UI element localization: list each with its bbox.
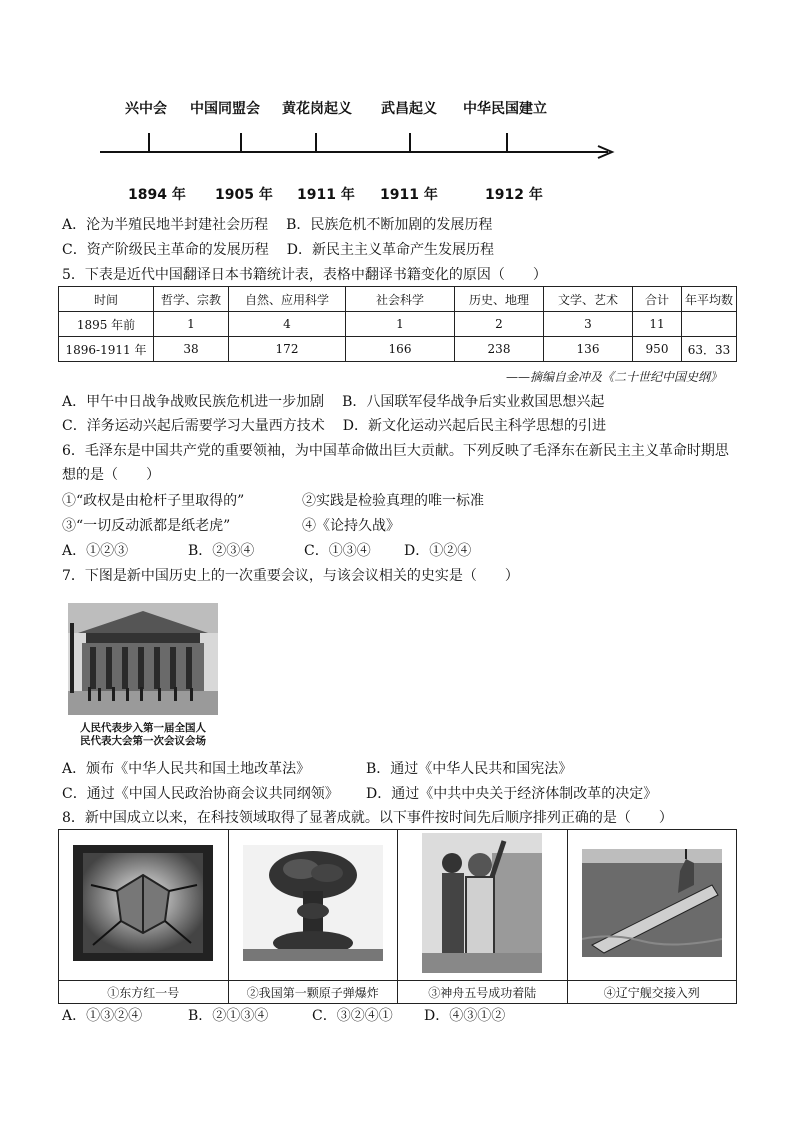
option-b: B．八国联军侵华战争后实业救国思想兴起 — [342, 394, 605, 410]
q6-item: ④《论持久战》 — [302, 518, 400, 534]
q7-options-row2 — [62, 784, 657, 804]
table-header-cell: 合计 — [633, 287, 682, 312]
table-cell: 4 — [229, 312, 346, 337]
table-cell: 1 — [154, 312, 229, 337]
timeline-arrow — [98, 140, 618, 160]
timeline-tick — [409, 133, 411, 153]
q4-options-row1 — [62, 215, 492, 235]
image-cell — [59, 830, 229, 981]
option-c: C．洋务运动兴起后需要学习大量西方技术 — [62, 418, 325, 434]
timeline-year: 1911 年 — [380, 187, 438, 203]
q4-options-row2 — [62, 240, 494, 260]
table-cell — [682, 312, 737, 337]
option-c: C．通过《中国人民政治协商会议共同纲领》 — [62, 786, 339, 802]
table-cell: 1 — [346, 312, 455, 337]
table-cell: 1895 年前 — [59, 312, 154, 337]
image-cell — [567, 830, 737, 981]
q5-options-row2 — [62, 416, 606, 436]
q6-options — [62, 541, 471, 561]
option-a: A．颁布《中华人民共和国土地改革法》 — [62, 761, 311, 777]
table-cell: 63．33 — [682, 337, 737, 362]
image-caption: ①东方红一号 — [59, 981, 229, 1004]
table-row — [59, 312, 737, 337]
timeline-tick — [148, 133, 150, 153]
table-cell: 166 — [346, 337, 455, 362]
table-source: ——摘编自金冲及《二十世纪中国史纲》 — [505, 370, 722, 384]
image-caption: ③神舟五号成功着陆 — [398, 981, 568, 1004]
q6-stem-line2: 想的是（ ） — [62, 467, 160, 483]
table-header-cell: 自然、应用科学 — [229, 287, 346, 312]
option-d: D．④③①② — [424, 1008, 506, 1024]
achievements-table — [58, 829, 737, 1004]
q5-options-row1 — [62, 392, 604, 412]
option-b: B．民族危机不断加剧的发展历程 — [286, 217, 493, 233]
table-header-cell: 社会科学 — [346, 287, 455, 312]
q8-stem: 8．新中国成立以来，在科技领域取得了显著成就。以下事件按时间先后顺序排列正确的是（ ） — [62, 810, 673, 826]
timeline-label: 武昌起义 — [381, 101, 437, 117]
satellite-image — [73, 845, 213, 961]
option-a: A．①③②④ — [62, 1008, 143, 1024]
timeline-tick — [506, 133, 508, 153]
liaoning-carrier-image — [582, 849, 722, 957]
shenzhou-landing-image — [422, 833, 542, 973]
captions-row — [59, 981, 737, 1004]
image-caption: ②我国第一颗原子弹爆炸 — [228, 981, 398, 1004]
images-row — [59, 830, 737, 981]
option-d: D．①②④ — [404, 543, 472, 559]
q6-item: ③“一切反动派都是纸老虎” — [62, 518, 231, 534]
option-d: D．通过《中共中央关于经济体制改革的决定》 — [366, 786, 658, 802]
timeline-label: 黄花岗起义 — [282, 101, 352, 117]
table-cell: 136 — [544, 337, 633, 362]
q8-options — [62, 1006, 505, 1026]
atomic-bomb-image — [243, 845, 383, 961]
option-b: B．②③④ — [188, 543, 255, 559]
option-a: A．①②③ — [62, 543, 129, 559]
option-c: C．资产阶级民主革命的发展历程 — [62, 242, 269, 258]
timeline-year: 1905 年 — [215, 187, 273, 203]
q6-stem-line1: 6．毛泽东是中国共产党的重要领袖，为中国革命做出巨大贡献。下列反映了毛泽东在新民主主义革命时期思 — [62, 443, 729, 459]
table-header-cell: 哲学、宗教 — [154, 287, 229, 312]
table-header-cell: 年平均数 — [682, 287, 737, 312]
table-cell: 1896-1911 年 — [59, 337, 154, 362]
table-cell: 3 — [544, 312, 633, 337]
table-cell: 11 — [633, 312, 682, 337]
option-b: B．②①③④ — [188, 1008, 269, 1024]
congress-hall-image — [68, 603, 218, 715]
q6-items-row1 — [62, 491, 484, 511]
timeline-label: 中国同盟会 — [190, 101, 260, 117]
table-cell: 950 — [633, 337, 682, 362]
timeline-tick — [240, 133, 242, 153]
q6-item: ②实践是检验真理的唯一标准 — [302, 493, 484, 509]
q5-stem: 5．下表是近代中国翻译日本书籍统计表，表格中翻译书籍变化的原因（ ） — [62, 267, 547, 283]
image-cell — [398, 830, 568, 981]
option-a: A．沦为半殖民地半封建社会历程 — [62, 217, 269, 233]
option-b: B．通过《中华人民共和国宪法》 — [366, 761, 573, 777]
table-row — [59, 337, 737, 362]
q7-stem: 7．下图是新中国历史上的一次重要会议，与该会议相关的史实是（ ） — [62, 568, 519, 584]
photo-caption-line: 人民代表步入第一届全国人 — [80, 722, 206, 734]
congress-photo — [68, 603, 218, 745]
table-cell: 38 — [154, 337, 229, 362]
q6-items-row2 — [62, 516, 400, 536]
option-c: C．①③④ — [304, 543, 371, 559]
photo-caption — [68, 722, 218, 748]
table-cell: 172 — [229, 337, 346, 362]
timeline-year: 1894 年 — [128, 187, 186, 203]
timeline-tick — [315, 133, 317, 153]
translation-stats-table — [58, 286, 737, 362]
option-d: D．新民主主义革命产生发展历程 — [286, 242, 494, 258]
q7-options-row1 — [62, 759, 572, 779]
table-cell: 2 — [455, 312, 544, 337]
option-d: D．新文化运动兴起后民主科学思想的引进 — [342, 418, 606, 434]
table-header-cell: 历史、地理 — [455, 287, 544, 312]
option-c: C．③②④① — [312, 1008, 393, 1024]
table-header-cell: 文学、艺术 — [544, 287, 633, 312]
q6-item: ①“政权是由枪杆子里取得的” — [62, 493, 245, 509]
table-header-cell: 时间 — [59, 287, 154, 312]
photo-caption-line: 民代表大会第一次会议会场 — [80, 735, 206, 747]
table-cell: 238 — [455, 337, 544, 362]
timeline-label: 兴中会 — [125, 101, 167, 117]
image-cell — [228, 830, 398, 981]
timeline-label: 中华民国建立 — [463, 101, 547, 117]
image-caption: ④辽宁舰交接入列 — [567, 981, 737, 1004]
timeline-year: 1912 年 — [485, 187, 543, 203]
table-header-row — [59, 287, 737, 312]
timeline-year: 1911 年 — [297, 187, 355, 203]
option-a: A．甲午中日战争战败民族危机进一步加剧 — [62, 394, 325, 410]
